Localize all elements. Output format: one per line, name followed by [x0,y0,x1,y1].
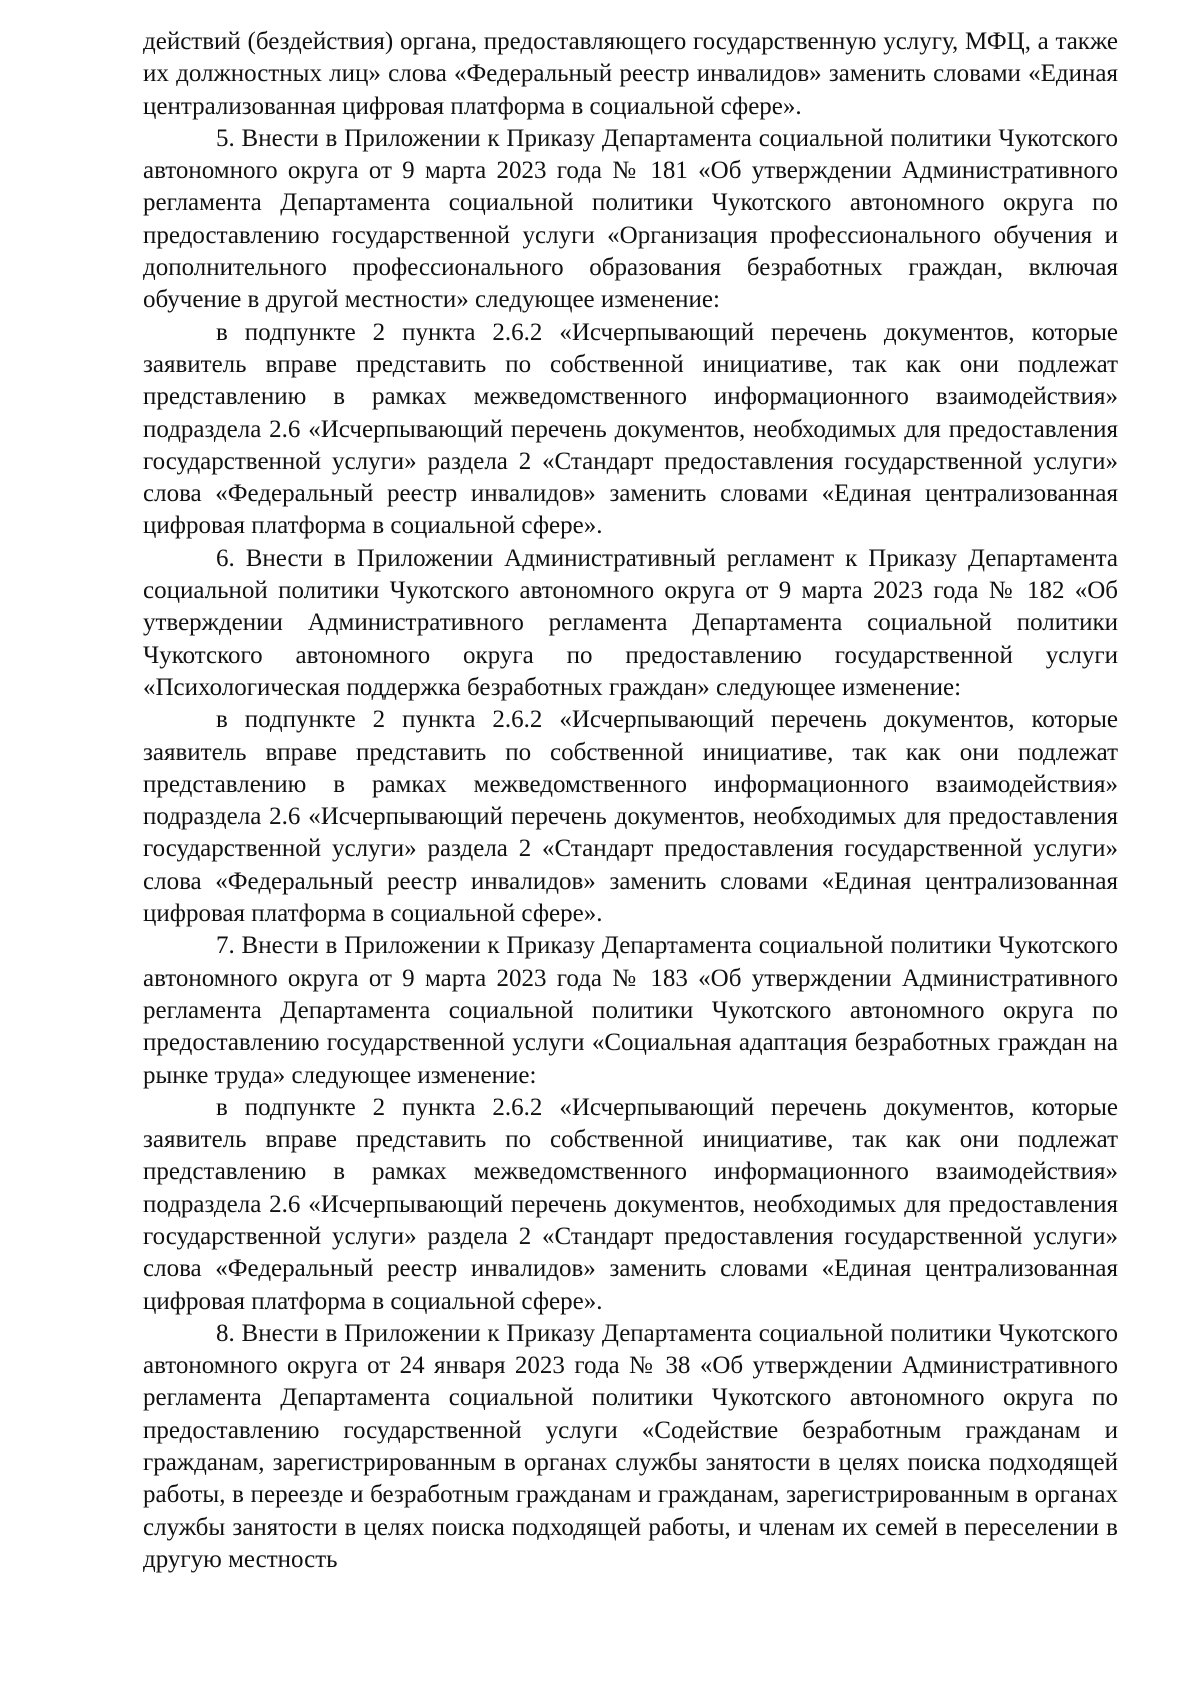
document-text-body [143,26,1118,1576]
paragraph-continuation: действий (бездействия) органа, предоставляющего государственную услугу, МФЦ, а также их должностных лиц» слова «Федеральный реестр инвалидов» заменить словами «Единая централизованная цифровая платформа в социальной сфере». [143,28,1118,120]
paragraph-item-7: 7. Внести в Приложении к Приказу Департамента социальной политики Чукотского автономного округа от 9 марта 2023 года № 183 «Об утверждении Административного регламента Департамента социальной политики Чукотского автономного округа по предоставлению государственной услуги «Социальная адаптация безработных граждан на рынке труда» следующее изменение: [143,932,1118,1089]
paragraph-item-6: 6. Внести в Приложении Административный регламент к Приказу Департамента социальной политики Чукотского автономного округа от 9 марта 2023 года № 182 «Об утверждении Административного регламента Департамента социальной политики Чукотского автономного округа по предоставлению государственной услуги «Психологическая поддержка безработных граждан» следующее изменение: [143,544,1118,701]
paragraph-item-7-subpoint: в подпункте 2 пункта 2.6.2 «Исчерпывающий перечень документов, которые заявитель вправе представить по собственной инициативе, так как они подлежат представлению в рамках межведомственного информационного взаимодействия» подраздела 2.6 «Исчерпывающий перечень документов, необходимых для предоставления государственной услуги» раздела 2 «Стандарт предоставления государственной услуги» слова «Федеральный реестр инвалидов» заменить словами «Единая централизованная цифровая платформа в социальной сфере». [143,1093,1118,1315]
paragraph-item-5-subpoint: в подпункте 2 пункта 2.6.2 «Исчерпывающий перечень документов, которые заявитель вправе представить по собственной инициативе, так как они подлежат представлению в рамках межведомственного информационного взаимодействия» подраздела 2.6 «Исчерпывающий перечень документов, необходимых для предоставления государственной услуги» раздела 2 «Стандарт предоставления государственной услуги» слова «Федеральный реестр инвалидов» заменить словами «Единая централизованная цифровая платформа в социальной сфере». [143,318,1118,540]
paragraph-item-5: 5. Внести в Приложении к Приказу Департамента социальной политики Чукотского автономного округа от 9 марта 2023 года № 181 «Об утверждении Административного регламента Департамента социальной политики Чукотского автономного округа по предоставлению государственной услуги «Организация профессионального обучения и дополнительного профессионального образования безработных граждан, включая обучение в другой местности» следующее изменение: [143,124,1118,314]
paragraph-item-6-subpoint: в подпункте 2 пункта 2.6.2 «Исчерпывающий перечень документов, которые заявитель вправе представить по собственной инициативе, так как они подлежат представлению в рамках межведомственного информационного взаимодействия» подраздела 2.6 «Исчерпывающий перечень документов, необходимых для предоставления государственной услуги» раздела 2 «Стандарт предоставления государственной услуги» слова «Федеральный реестр инвалидов» заменить словами «Единая централизованная цифровая платформа в социальной сфере». [143,706,1118,928]
paragraph-item-8: 8. Внести в Приложении к Приказу Департамента социальной политики Чукотского автономного округа от 24 января 2023 года № 38 «Об утверждении Административного регламента Департамента социальной политики Чукотского автономного округа по предоставлению государственной услуги «Содействие безработным гражданам и гражданам, зарегистрированным в органах службы занятости в целях поиска подходящей работы, в переезде и безработным гражданам и гражданам, зарегистрированным в органах службы занятости в целях поиска подходящей работы, и членам их семей в переселении в другую местность [143,1319,1118,1573]
